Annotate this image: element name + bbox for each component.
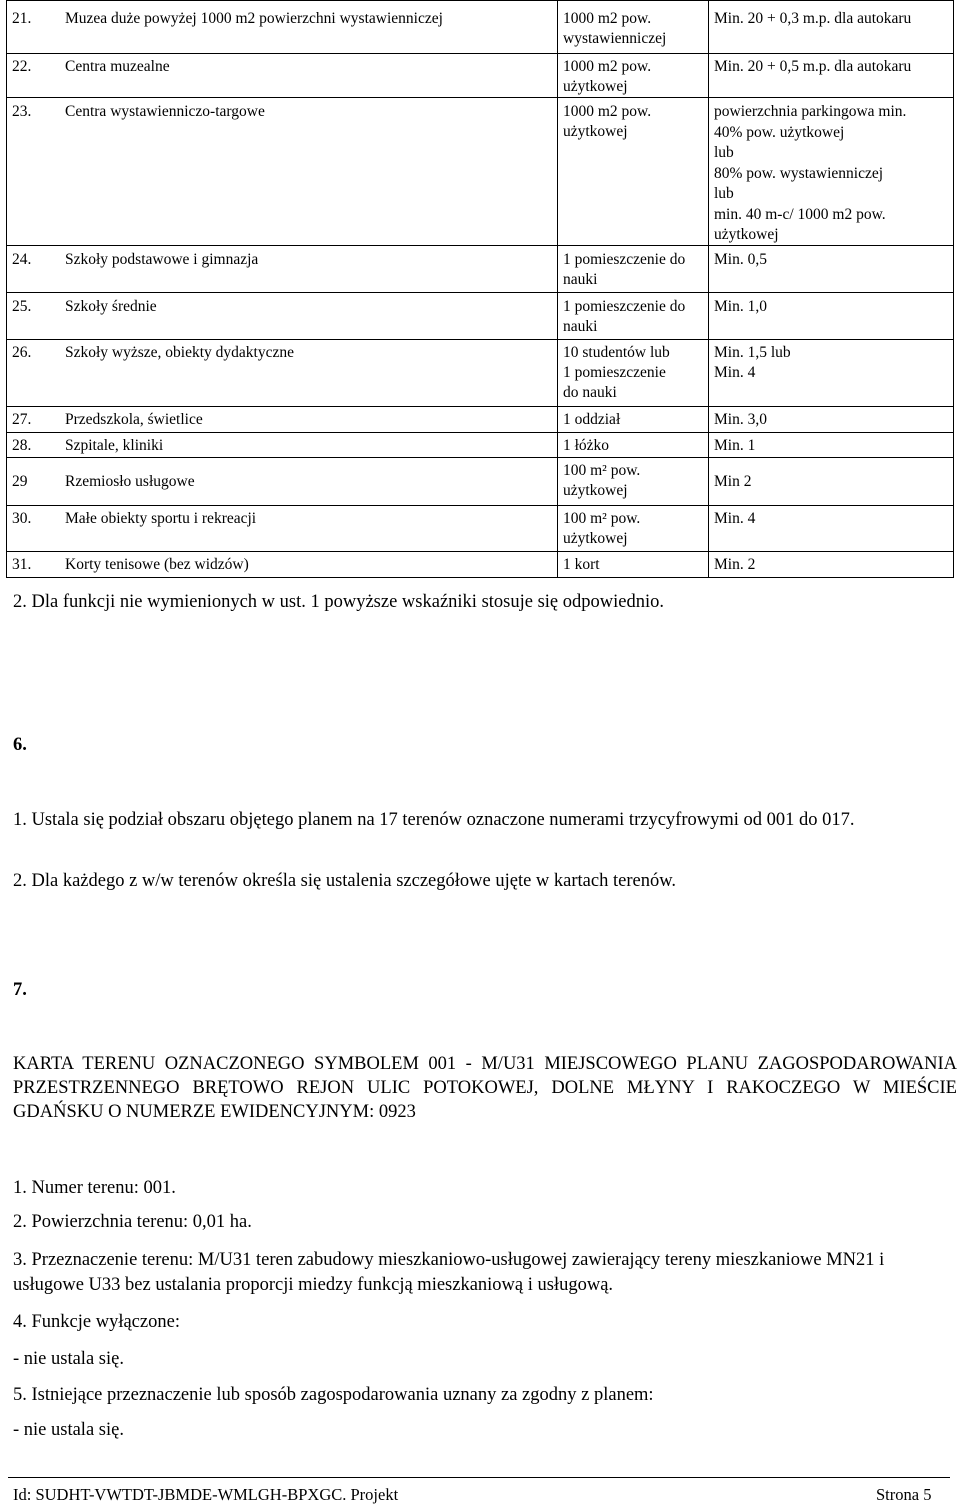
table-col-divider <box>708 0 709 578</box>
section-heading-6 <box>13 735 27 756</box>
table-row-unit: 1 łóżko <box>563 437 610 454</box>
table-row-name: Szkoły wyższe, obiekty dydaktyczne <box>65 344 294 361</box>
table-row-divider <box>6 0 954 1</box>
karta-item-przeznaczenie: 3. Przeznaczenie terenu: M/U31 teren zabudowy mieszkaniowo-usługowej zawierający tereny mieszkaniowe MN21 i usługowe U33 bez ustalania proporcji miedzy funkcją mieszkaniową i usługową. <box>13 1250 885 1295</box>
table-row-value: Min. 20 + 0,5 m.p. dla autokaru <box>714 58 912 75</box>
table-row-name: Szkoły podstawowe i gimnazja <box>65 251 259 268</box>
section-number: 6. <box>13 735 27 755</box>
karta-item-numer: 1. Numer terenu: 001. <box>13 1178 176 1198</box>
table-row-value: Min. 1,0 <box>714 298 767 315</box>
footer-divider <box>8 1477 950 1478</box>
footer-page-number: Strona 5 <box>876 1485 932 1504</box>
table-row-unit: 10 studentów lub 1 pomieszczenie do nauki <box>563 344 670 401</box>
karta-item-value: - nie ustala się. <box>13 1420 124 1440</box>
table-row-value: Min. 20 + 0,3 m.p. dla autokaru <box>714 10 912 27</box>
table-border-left <box>6 0 7 578</box>
table-row-unit: 100 m² pow. użytkowej <box>563 462 641 499</box>
table-row-name: Rzemiosło usługowe <box>65 473 195 490</box>
table-row-divider <box>6 53 954 54</box>
table-row-divider <box>6 551 954 552</box>
section-number: 7. <box>13 980 27 1000</box>
table-row-name: Szkoły średnie <box>65 298 157 315</box>
table-row-number: 24. <box>12 251 32 268</box>
table-row-value: powierzchnia parkingowa min. 40% pow. użytkowej lub 80% pow. wystawienniczej lub min. 40 m-c/ 1000 m2 pow. użytkowej <box>714 103 907 243</box>
karta-item-value: - nie ustala się. <box>13 1349 124 1369</box>
table-row-unit: 1 kort <box>563 556 600 573</box>
table-row-name: Korty tenisowe (bez widzów) <box>65 556 249 573</box>
table-row-unit: 1000 m2 pow. użytkowej <box>563 103 652 140</box>
table-row-divider <box>6 577 954 578</box>
table-row-number: 27. <box>12 411 32 428</box>
section-heading-7 <box>13 980 27 1001</box>
table-row-unit: 1 pomieszczenie do nauki <box>563 298 686 335</box>
table-row-name: Małe obiekty sportu i rekreacji <box>65 510 257 527</box>
table-row-unit: 100 m² pow. użytkowej <box>563 510 641 547</box>
paragraph-6-1: 1. Ustala się podział obszaru objętego planem na 17 terenów oznaczone numerami trzycyfrowymi od 001 do 017. <box>13 810 855 830</box>
table-row-divider <box>6 339 954 340</box>
paragraph-2: 2. Dla funkcji nie wymienionych w ust. 1 powyższe wskaźniki stosuje się odpowiednio. <box>13 592 664 612</box>
karta-item-istniejace: 5. Istniejące przeznaczenie lub sposób zagospodarowania uznany za zgodny z planem: <box>13 1385 654 1405</box>
table-row-value: Min. 1 <box>714 437 756 454</box>
table-row-number: 25. <box>12 298 32 315</box>
table-row-divider <box>6 432 954 433</box>
table-row-name: Centra muzealne <box>65 58 170 75</box>
table-row-value: Min 2 <box>714 473 752 490</box>
table-row-divider <box>6 505 954 506</box>
table-row-divider <box>6 406 954 407</box>
table-row-number: 26. <box>12 344 32 361</box>
table-row-number: 23. <box>12 103 32 120</box>
table-row-unit: 1 pomieszczenie do nauki <box>563 251 686 288</box>
table-row-number: 22. <box>12 58 32 75</box>
table-row-value: Min. 3,0 <box>714 411 767 428</box>
karta-item-funkcje-wylaczone: 4. Funkcje wyłączone: <box>13 1312 180 1332</box>
table-col-divider <box>557 0 558 578</box>
table-row-unit: 1000 m2 pow. użytkowej <box>563 58 652 95</box>
table-row-name: Centra wystawienniczo-targowe <box>65 103 265 120</box>
table-row-name: Szpitale, kliniki <box>65 437 164 454</box>
table-row-number: 31. <box>12 556 32 573</box>
table-row-number: 30. <box>12 510 32 527</box>
karta-item-powierzchnia: 2. Powierzchnia terenu: 0,01 ha. <box>13 1212 252 1232</box>
table-row-name: Muzea duże powyżej 1000 m2 powierzchni wystawienniczej <box>65 10 443 27</box>
footer-document-id: Id: SUDHT-VWTDT-JBMDE-WMLGH-BPXGC. Projekt <box>13 1485 399 1504</box>
table-row-value: Min. 1,5 lub Min. 4 <box>714 344 791 381</box>
table-row-value: Min. 4 <box>714 510 756 527</box>
table-row-number: 28. <box>12 437 32 454</box>
table-row-unit: 1 oddział <box>563 411 621 428</box>
table-row-divider <box>6 97 954 98</box>
table-row-number: 29 <box>12 473 28 490</box>
parking-table <box>0 0 960 580</box>
paragraph-6-2: 2. Dla każdego z w/w terenów określa się ustalenia szczegółowe ujęte w kartach terenów. <box>13 871 676 891</box>
table-row-number: 21. <box>12 10 32 27</box>
table-row-unit: 1000 m2 pow. wystawienniczej <box>563 10 667 47</box>
karta-terenu-title: KARTA TERENU OZNACZONEGO SYMBOLEM 001 - M/U31 MIEJSCOWEGO PLANU ZAGOSPODAROWANIA PRZESTRZENNEGO BRĘTOWO REJON ULIC POTOKOWEJ, DOLNE MŁYNY I RAKOCZEGO W MIEŚCIE GDAŃSKU O NUMERZE EWIDENCYJNYM: 0923 <box>13 1054 957 1122</box>
table-row-name: Przedszkola, świetlice <box>65 411 203 428</box>
table-row-value: Min. 2 <box>714 556 756 573</box>
table-row-divider <box>6 292 954 293</box>
table-row-divider <box>6 457 954 458</box>
table-row-value: Min. 0,5 <box>714 251 767 268</box>
